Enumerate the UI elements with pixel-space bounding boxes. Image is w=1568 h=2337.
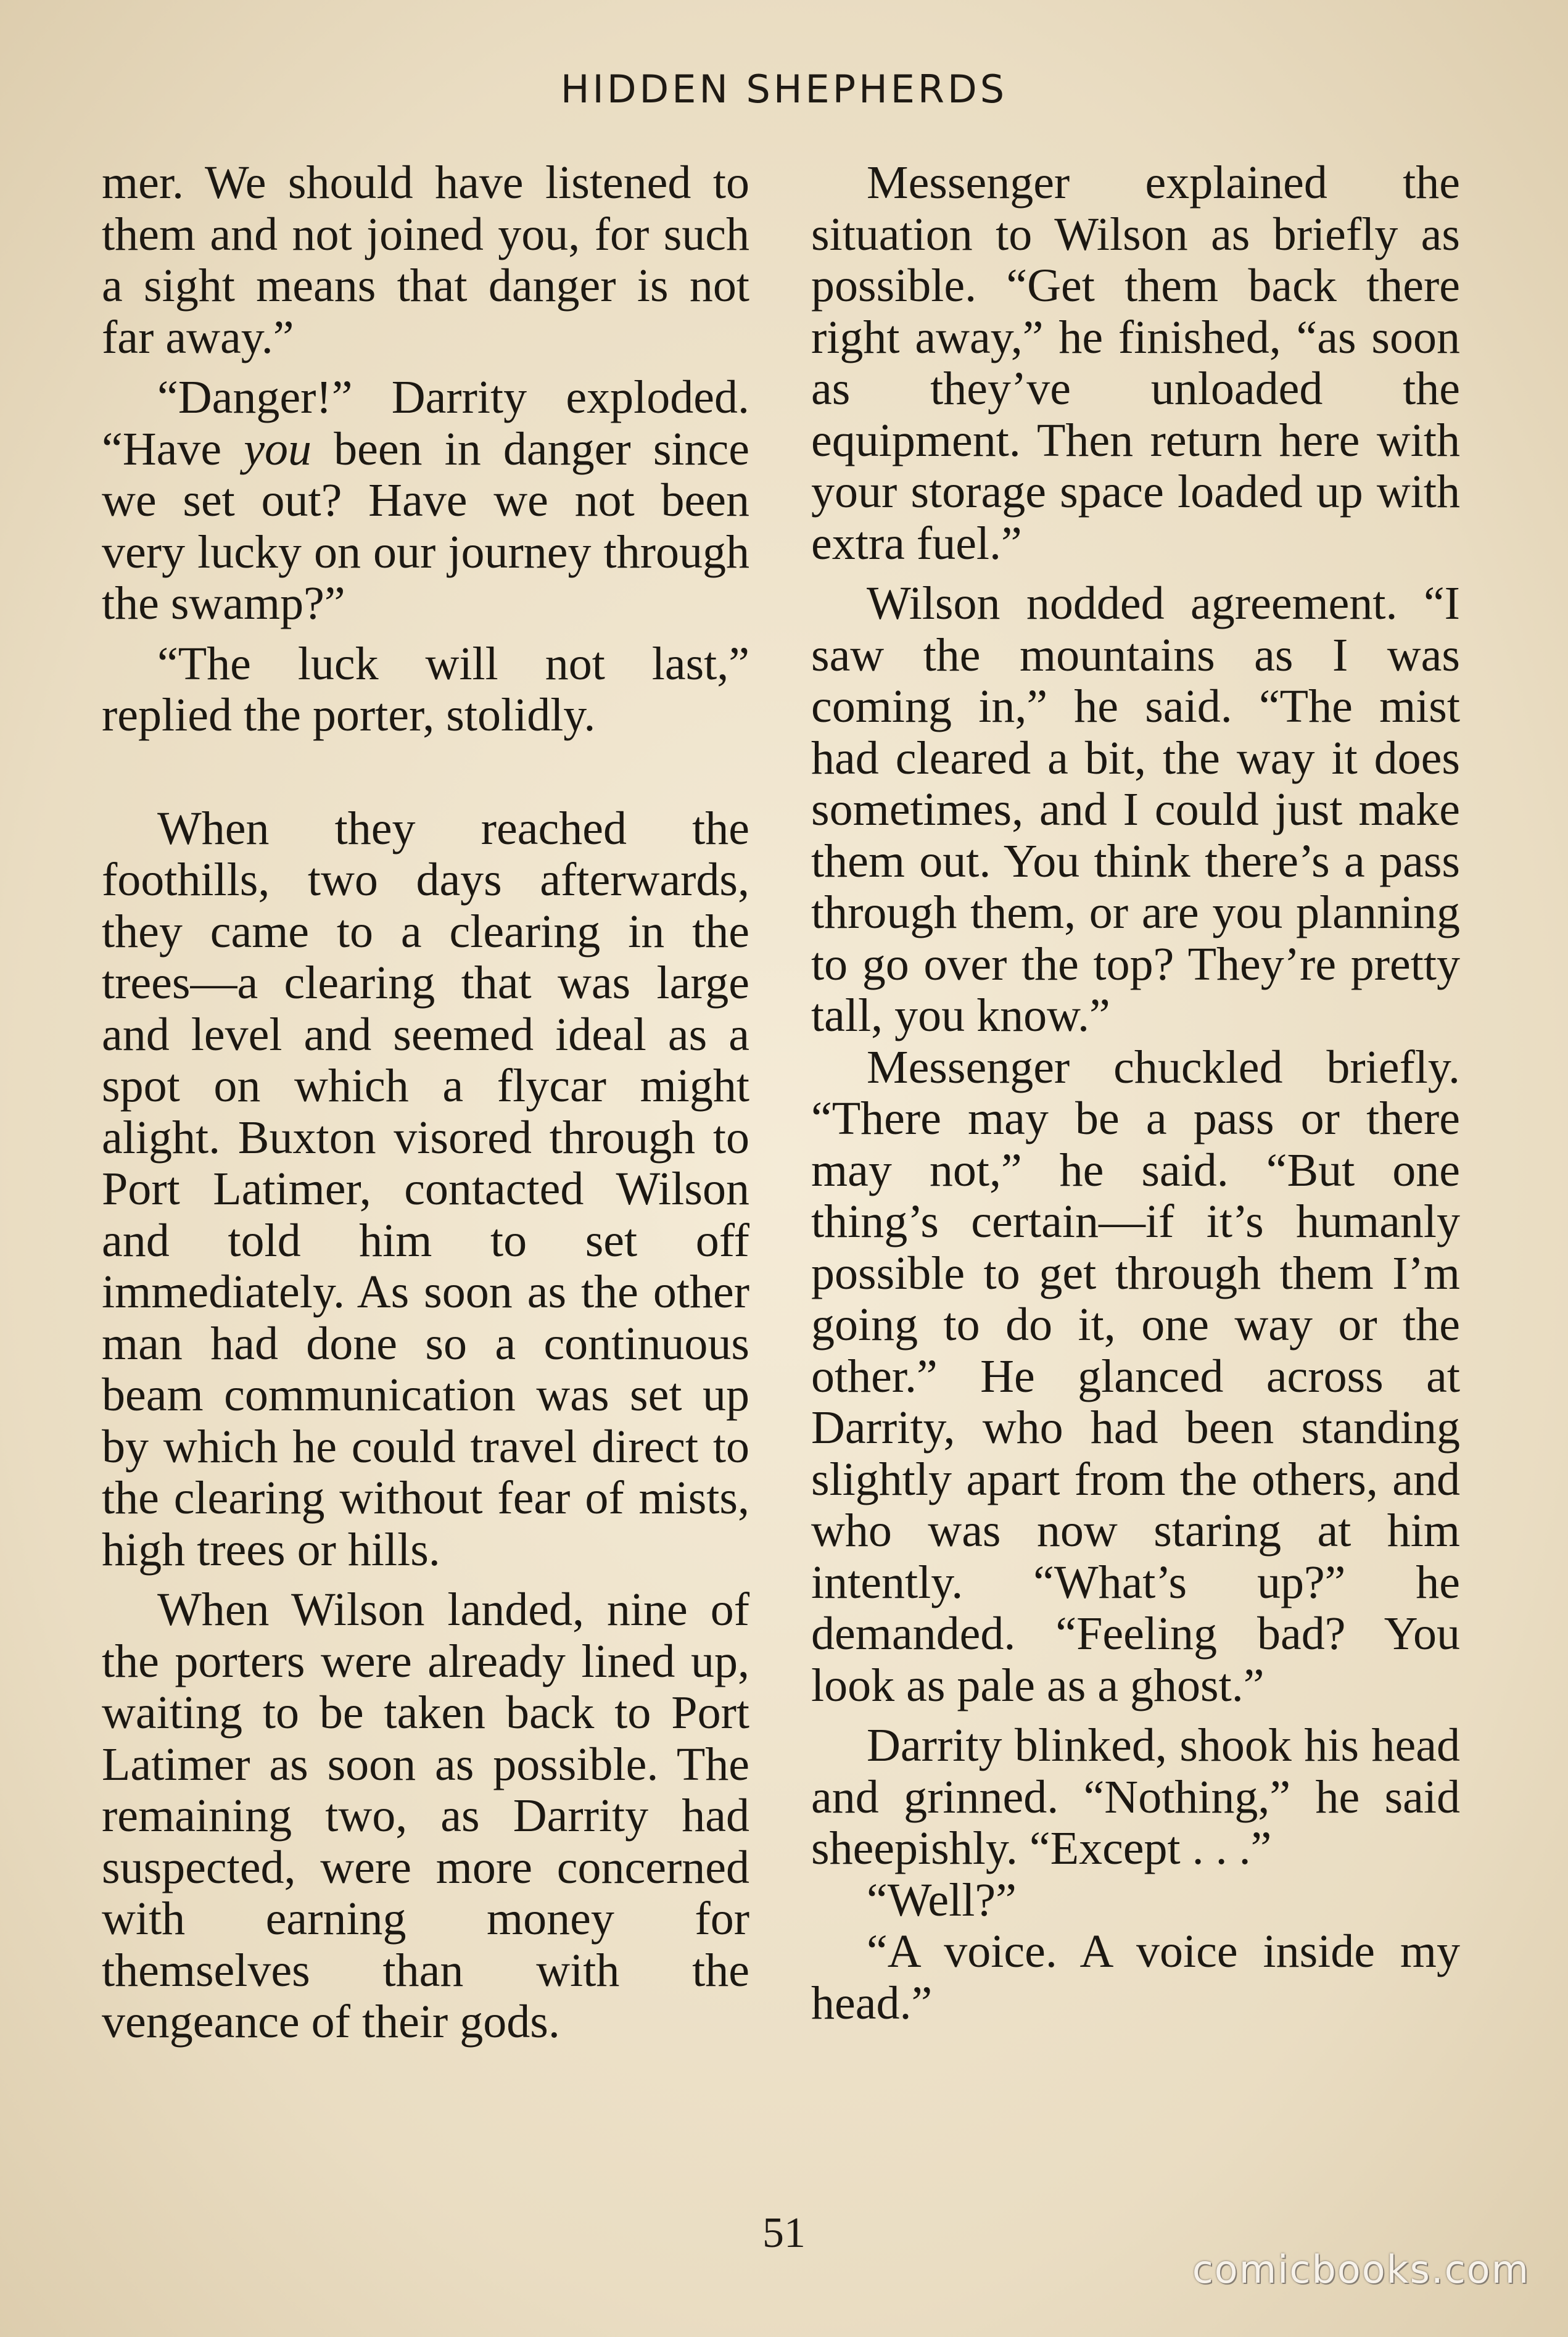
paragraph: Messenger explained the situation to Wilson as briefly as possible. “Get them back there right away,” he finished, “as soon as they’ve unloaded the equipment. Then return here with your storage space loaded up with extra fuel.”: [811, 157, 1460, 569]
page-number: 51: [762, 2209, 806, 2257]
paragraph: mer. We should have listened to them and not joined you, for such a sight means that danger is not far away.”: [102, 157, 749, 363]
paragraph: Darrity blinked, shook his head and grinned. “Nothing,” he said sheepishly. “Except . . .”: [811, 1719, 1460, 1874]
paragraph: “A voice. A voice inside my head.”: [811, 1925, 1460, 2029]
emphasis: you: [244, 423, 312, 475]
watermark: comicbooks.com: [1192, 2247, 1530, 2292]
paragraph: Wilson nodded agreement. “I saw the mountains as I was coming in,” he said. “The mist had cleared a bit, the way it does sometimes, and I could just make them out. You think there’s a pass through them, or are you planning to go over the top? They’re pretty tall, you know.”: [811, 577, 1460, 1041]
running-head: HIDDEN SHEPHERDS: [560, 67, 1008, 112]
paragraph: Messenger chuckled briefly. “There may be a pass or there may not,” he said. “But one thing’s certain—if it’s humanly possible to get through them I’m going to do it, one way or the other.” He glanced across at Darrity, who had been standing slightly apart from the others, and who was now staring at him intently. “What’s up?” he demanded. “Feeling bad? You look as pale as a ghost.”: [811, 1041, 1460, 1711]
paragraph: “The luck will not last,” replied the porter, stolidly.: [102, 637, 749, 741]
paragraph: When Wilson landed, nine of the porters were already lined up, waiting to be taken back to Port Latimer as soon as possible. The remaining two, as Darrity had suspected, were more concerned with earning money for themselves than with the vengeance of their gods.: [102, 1584, 749, 2048]
paragraph: “Well?”: [867, 1874, 1017, 1926]
paragraph: [102, 372, 749, 630]
right-column: [811, 157, 1460, 2029]
text-run: “Danger!” Darrity exploded. “Have: [102, 371, 749, 475]
text-run: been in danger since we set out? Have we not been very lucky on our journey through the swamp?”: [102, 423, 749, 629]
left-column: [102, 157, 749, 2048]
paragraph: When they reached the foothills, two days afterwards, they came to a clearing in the trees—a clearing that was large and level and seemed ideal as a spot on which a flycar might alight. Buxton visored through to Port Latimer, contacted Wilson and told him to set off immediately. As soon as the other man had done so a continuous beam communication was set up by which he could travel direct to the clearing without fear of mists, high trees or hills.: [102, 802, 749, 1576]
